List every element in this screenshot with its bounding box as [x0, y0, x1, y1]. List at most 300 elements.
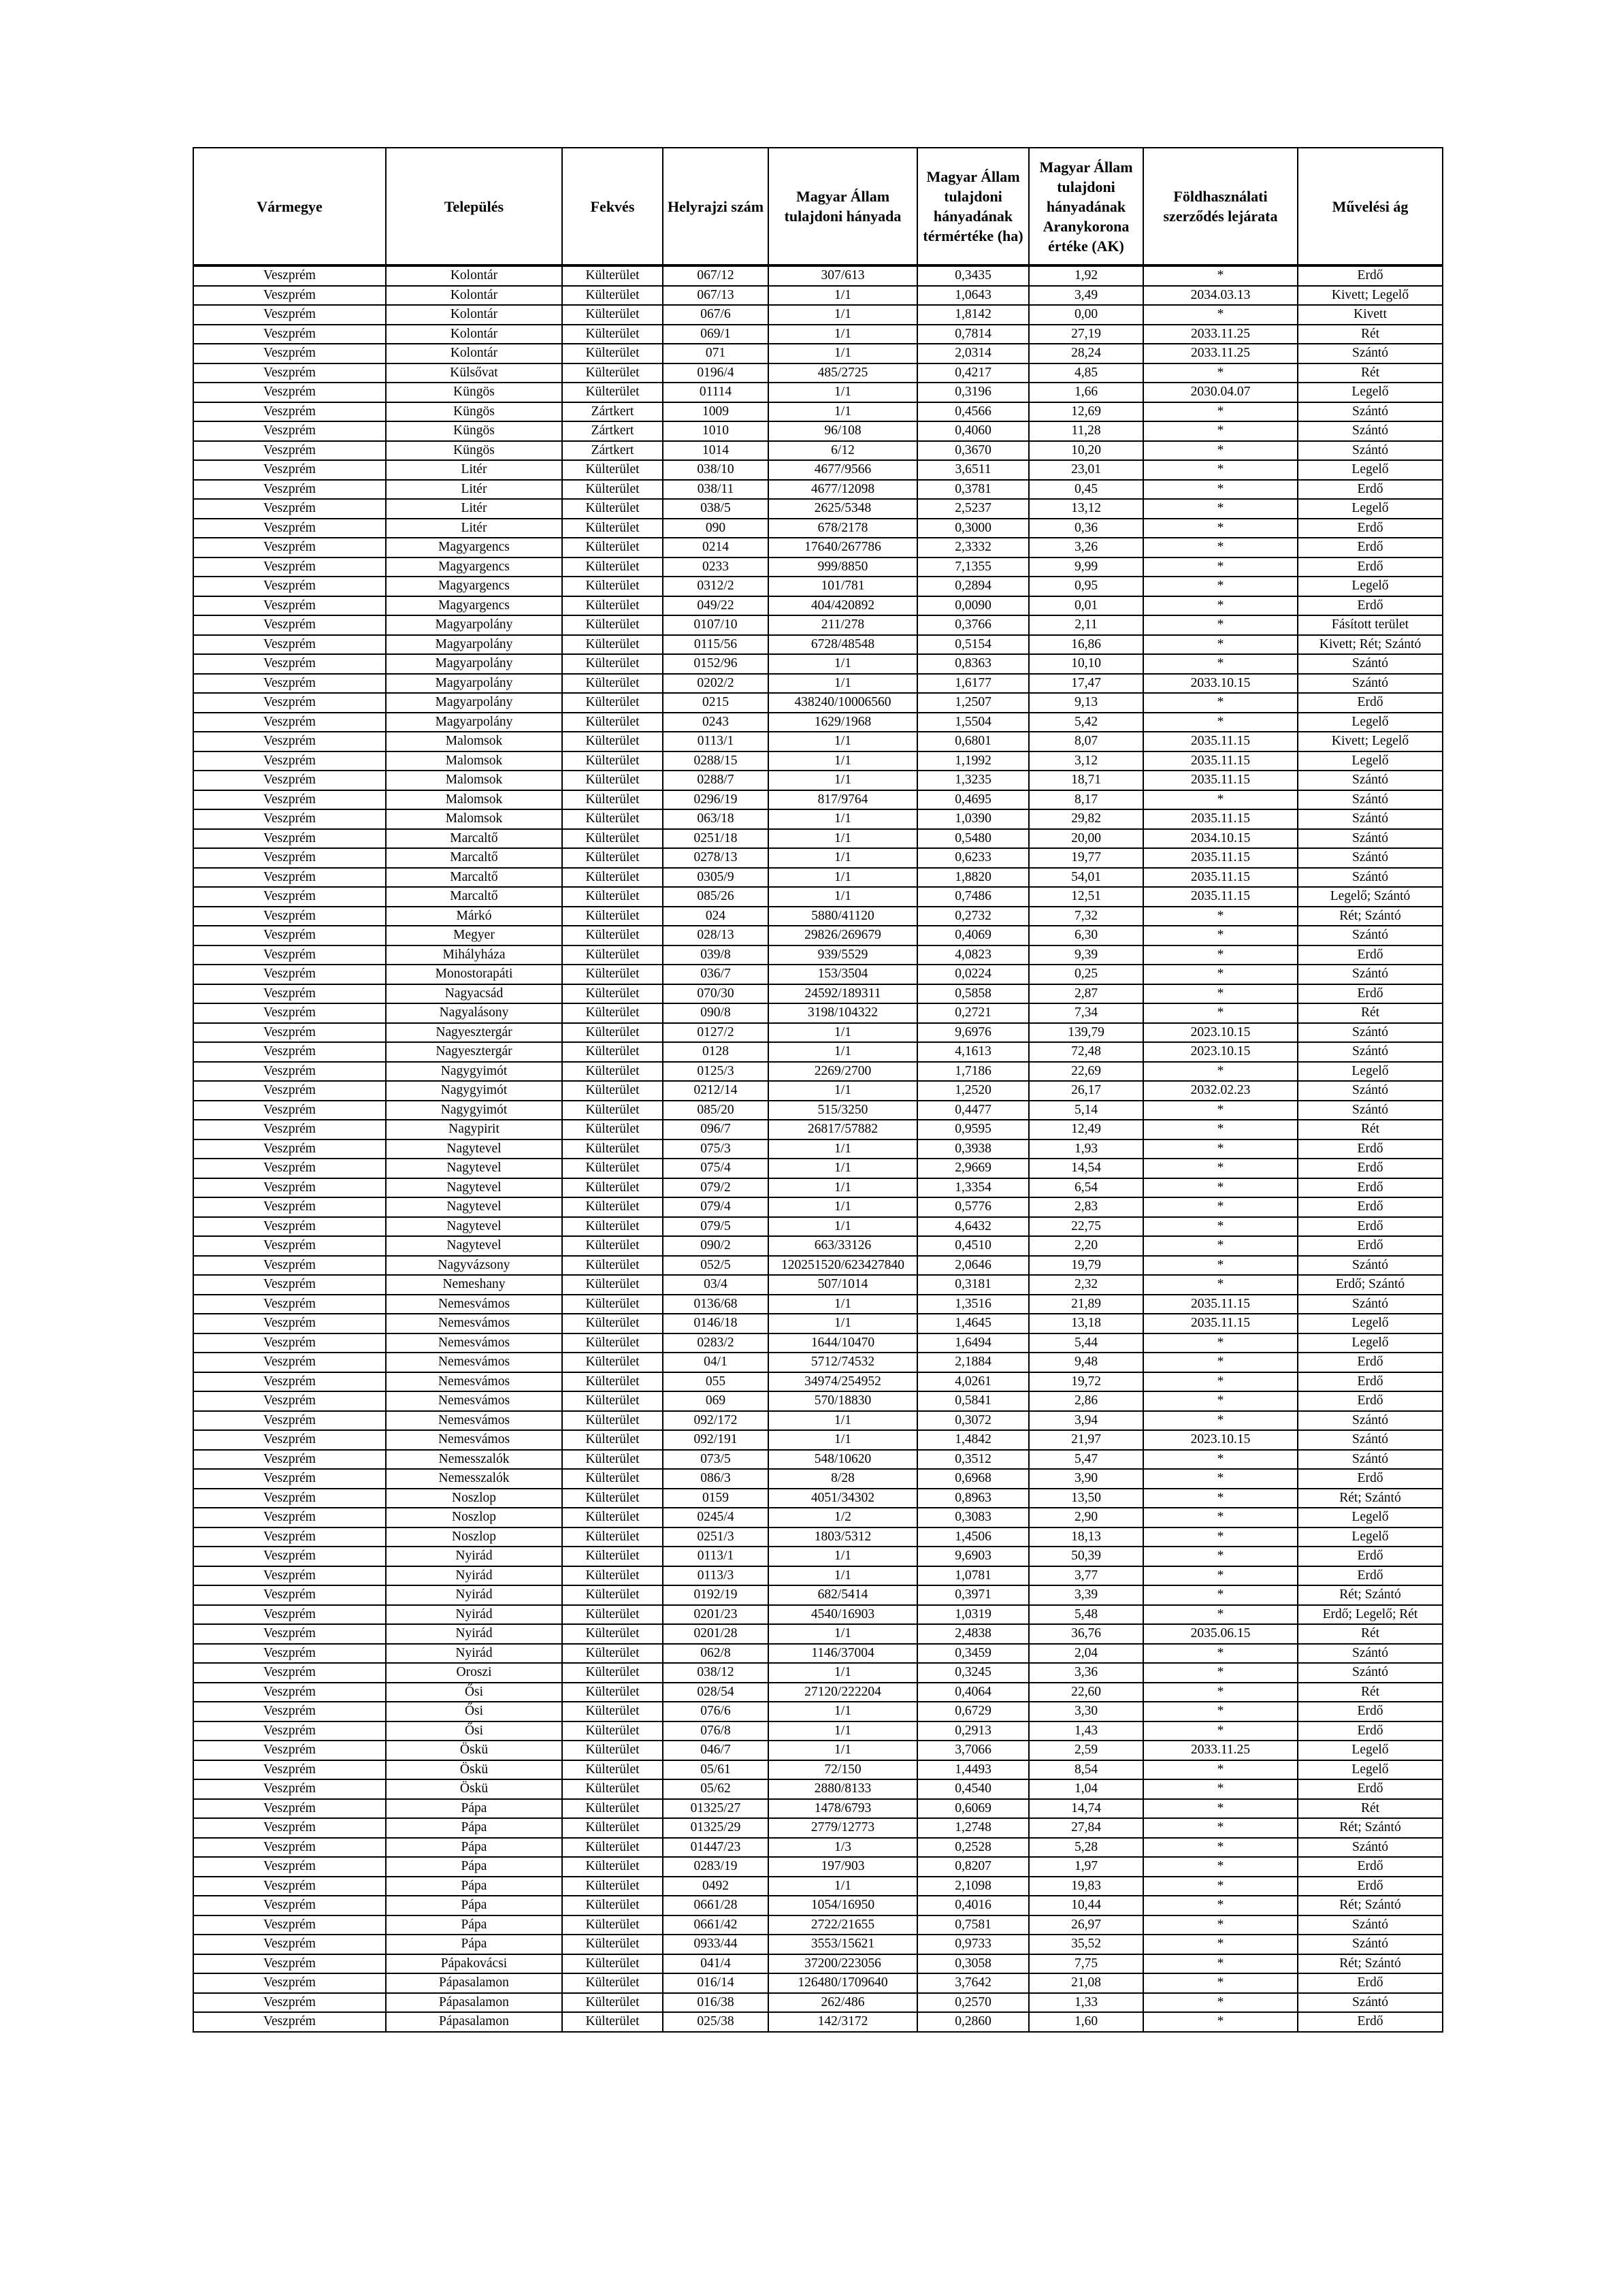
- cell-area-ha: 1,7186: [917, 1062, 1029, 1082]
- cell-location: Külterület: [562, 1760, 663, 1780]
- cell-cultivation-branch: Fásított terület: [1298, 615, 1443, 635]
- cell-settlement: Pápa: [386, 1818, 562, 1838]
- table-row: [193, 1663, 1443, 1683]
- cell-settlement: Magyargencs: [386, 577, 562, 596]
- cell-gold-crown-value: 29,82: [1029, 809, 1143, 829]
- cell-settlement: Malomsok: [386, 732, 562, 751]
- cell-gold-crown-value: 9,48: [1029, 1353, 1143, 1372]
- cell-county: Veszprém: [193, 732, 386, 751]
- table-row: [193, 945, 1443, 965]
- cell-county: Veszprém: [193, 1566, 386, 1586]
- cell-county: Veszprém: [193, 1139, 386, 1159]
- cell-area-ha: 0,5858: [917, 984, 1029, 1004]
- cell-cultivation-branch: Erdő: [1298, 1217, 1443, 1237]
- cell-county: Veszprém: [193, 790, 386, 810]
- table-row: [193, 1935, 1443, 1954]
- cell-location: Külterület: [562, 1741, 663, 1760]
- cell-lease-expiry: *: [1143, 1702, 1298, 1721]
- cell-parcel-number: 0125/3: [663, 1062, 768, 1082]
- cell-county: Veszprém: [193, 1547, 386, 1566]
- table-row: [193, 1275, 1443, 1295]
- cell-lease-expiry: *: [1143, 1217, 1298, 1237]
- cell-gold-crown-value: 4,85: [1029, 363, 1143, 383]
- cell-settlement: Litér: [386, 519, 562, 538]
- cell-cultivation-branch: Erdő; Szántó: [1298, 1275, 1443, 1295]
- cell-settlement: Mihályháza: [386, 945, 562, 965]
- cell-state-share: 1644/10470: [768, 1333, 917, 1353]
- cell-cultivation-branch: Legelő; Szántó: [1298, 887, 1443, 907]
- cell-parcel-number: 071: [663, 344, 768, 363]
- cell-state-share: 1/1: [768, 1411, 917, 1431]
- cell-cultivation-branch: Erdő: [1298, 2012, 1443, 2032]
- cell-settlement: Pápasalamon: [386, 1993, 562, 2013]
- cell-area-ha: 0,3766: [917, 615, 1029, 635]
- cell-parcel-number: 079/5: [663, 1217, 768, 1237]
- cell-gold-crown-value: 3,94: [1029, 1411, 1143, 1431]
- cell-lease-expiry: 2035.11.15: [1143, 771, 1298, 790]
- cell-area-ha: 1,8820: [917, 868, 1029, 888]
- cell-area-ha: 3,7642: [917, 1973, 1029, 1993]
- cell-lease-expiry: *: [1143, 480, 1298, 500]
- cell-county: Veszprém: [193, 305, 386, 325]
- cell-lease-expiry: *: [1143, 265, 1298, 286]
- cell-area-ha: 0,3670: [917, 441, 1029, 461]
- cell-settlement: Nagyalásony: [386, 1003, 562, 1023]
- cell-state-share: 1/1: [768, 1624, 917, 1644]
- cell-cultivation-branch: Legelő: [1298, 1760, 1443, 1780]
- cell-state-share: 4051/34302: [768, 1489, 917, 1508]
- cell-state-share: 307/613: [768, 265, 917, 286]
- cell-settlement: Kolontár: [386, 305, 562, 325]
- cell-location: Külterület: [562, 1973, 663, 1993]
- cell-parcel-number: 01114: [663, 383, 768, 402]
- cell-settlement: Nemesvámos: [386, 1391, 562, 1411]
- cell-cultivation-branch: Erdő: [1298, 519, 1443, 538]
- cell-location: Külterület: [562, 1217, 663, 1237]
- cell-area-ha: 0,4060: [917, 421, 1029, 441]
- table-row: [193, 1450, 1443, 1470]
- cell-location: Külterület: [562, 965, 663, 984]
- cell-state-share: 663/33126: [768, 1236, 917, 1256]
- cell-county: Veszprém: [193, 325, 386, 344]
- cell-gold-crown-value: 18,13: [1029, 1527, 1143, 1547]
- table-row: [193, 1295, 1443, 1314]
- cell-cultivation-branch: Legelő: [1298, 1333, 1443, 1353]
- cell-settlement: Pápasalamon: [386, 2012, 562, 2032]
- cell-lease-expiry: *: [1143, 1760, 1298, 1780]
- cell-settlement: Öskü: [386, 1779, 562, 1799]
- cell-area-ha: 1,6494: [917, 1333, 1029, 1353]
- cell-gold-crown-value: 5,48: [1029, 1605, 1143, 1625]
- cell-cultivation-branch: Rét; Szántó: [1298, 1489, 1443, 1508]
- cell-gold-crown-value: 19,77: [1029, 848, 1143, 868]
- cell-gold-crown-value: 1,92: [1029, 265, 1143, 286]
- cell-gold-crown-value: 12,69: [1029, 402, 1143, 422]
- cell-location: Zártkert: [562, 402, 663, 422]
- cell-settlement: Litér: [386, 480, 562, 500]
- cell-state-share: 3198/104322: [768, 1003, 917, 1023]
- cell-gold-crown-value: 9,13: [1029, 693, 1143, 713]
- cell-state-share: 2269/2700: [768, 1062, 917, 1082]
- cell-state-share: 1/1: [768, 654, 917, 674]
- cell-parcel-number: 036/7: [663, 965, 768, 984]
- cell-lease-expiry: 2034.03.13: [1143, 286, 1298, 306]
- cell-county: Veszprém: [193, 480, 386, 500]
- cell-area-ha: 0,3435: [917, 265, 1029, 286]
- cell-lease-expiry: *: [1143, 1003, 1298, 1023]
- cell-cultivation-branch: Legelő: [1298, 499, 1443, 519]
- cell-county: Veszprém: [193, 1062, 386, 1082]
- cell-county: Veszprém: [193, 538, 386, 557]
- cell-area-ha: 0,3058: [917, 1954, 1029, 1974]
- table-row: [193, 887, 1443, 907]
- cell-area-ha: 0,2721: [917, 1003, 1029, 1023]
- cell-location: Külterület: [562, 383, 663, 402]
- cell-parcel-number: 069: [663, 1391, 768, 1411]
- cell-state-share: 1/1: [768, 674, 917, 694]
- cell-area-ha: 4,1613: [917, 1042, 1029, 1062]
- cell-cultivation-branch: Rét: [1298, 1120, 1443, 1139]
- cell-parcel-number: 0492: [663, 1877, 768, 1896]
- cell-county: Veszprém: [193, 383, 386, 402]
- cell-cultivation-branch: Legelő: [1298, 751, 1443, 771]
- cell-gold-crown-value: 1,93: [1029, 1139, 1143, 1159]
- cell-area-ha: 1,0319: [917, 1605, 1029, 1625]
- cell-lease-expiry: *: [1143, 1566, 1298, 1586]
- cell-settlement: Nyirád: [386, 1605, 562, 1625]
- cell-settlement: Nagygyimót: [386, 1081, 562, 1101]
- cell-settlement: Nagygyimót: [386, 1101, 562, 1120]
- cell-county: Veszprém: [193, 1178, 386, 1198]
- cell-location: Külterület: [562, 1023, 663, 1043]
- cell-state-share: 404/420892: [768, 596, 917, 616]
- cell-gold-crown-value: 26,97: [1029, 1915, 1143, 1935]
- cell-state-share: 1/1: [768, 402, 917, 422]
- cell-gold-crown-value: 2,83: [1029, 1197, 1143, 1217]
- cell-lease-expiry: *: [1143, 1489, 1298, 1508]
- cell-cultivation-branch: Erdő: [1298, 1391, 1443, 1411]
- table-row: [193, 1741, 1443, 1760]
- cell-state-share: 1/1: [768, 887, 917, 907]
- cell-lease-expiry: 2035.11.15: [1143, 1314, 1298, 1333]
- cell-gold-crown-value: 1,66: [1029, 383, 1143, 402]
- cell-cultivation-branch: Szántó: [1298, 829, 1443, 849]
- cell-lease-expiry: 2023.10.15: [1143, 1023, 1298, 1043]
- table-row: [193, 499, 1443, 519]
- table-row: [193, 926, 1443, 945]
- cell-county: Veszprém: [193, 771, 386, 790]
- cell-gold-crown-value: 35,52: [1029, 1935, 1143, 1954]
- cell-cultivation-branch: Szántó: [1298, 674, 1443, 694]
- cell-state-share: 34974/254952: [768, 1372, 917, 1392]
- cell-county: Veszprém: [193, 1295, 386, 1314]
- table-row: [193, 615, 1443, 635]
- cell-state-share: 8/28: [768, 1469, 917, 1489]
- cell-lease-expiry: *: [1143, 1411, 1298, 1431]
- cell-state-share: 4677/12098: [768, 480, 917, 500]
- cell-cultivation-branch: Legelő: [1298, 1062, 1443, 1082]
- table-row: [193, 2012, 1443, 2032]
- cell-settlement: Pápakovácsi: [386, 1954, 562, 1974]
- table-row: [193, 1683, 1443, 1702]
- cell-area-ha: 2,9669: [917, 1159, 1029, 1178]
- cell-location: Külterület: [562, 325, 663, 344]
- cell-county: Veszprém: [193, 635, 386, 655]
- cell-parcel-number: 016/14: [663, 1973, 768, 1993]
- table-row: [193, 441, 1443, 461]
- cell-gold-crown-value: 7,34: [1029, 1003, 1143, 1023]
- cell-settlement: Nemesvámos: [386, 1295, 562, 1314]
- cell-cultivation-branch: Szántó: [1298, 926, 1443, 945]
- cell-gold-crown-value: 3,77: [1029, 1566, 1143, 1586]
- cell-gold-crown-value: 7,75: [1029, 1954, 1143, 1974]
- cell-parcel-number: 073/5: [663, 1450, 768, 1470]
- cell-settlement: Pápa: [386, 1915, 562, 1935]
- cell-cultivation-branch: Legelő: [1298, 1527, 1443, 1547]
- cell-area-ha: 0,3196: [917, 383, 1029, 402]
- cell-state-share: 2880/8133: [768, 1779, 917, 1799]
- cell-cultivation-branch: Erdő: [1298, 1178, 1443, 1198]
- cell-gold-crown-value: 21,89: [1029, 1295, 1143, 1314]
- cell-settlement: Ősi: [386, 1721, 562, 1741]
- cell-lease-expiry: *: [1143, 1993, 1298, 2013]
- table-row: [193, 771, 1443, 790]
- cell-lease-expiry: *: [1143, 1353, 1298, 1372]
- cell-gold-crown-value: 16,86: [1029, 635, 1143, 655]
- cell-county: Veszprém: [193, 1314, 386, 1333]
- table-row: [193, 344, 1443, 363]
- cell-cultivation-branch: Szántó: [1298, 868, 1443, 888]
- cell-gold-crown-value: 28,24: [1029, 344, 1143, 363]
- table-row: [193, 1915, 1443, 1935]
- cell-county: Veszprém: [193, 577, 386, 596]
- cell-settlement: Magyarpolány: [386, 654, 562, 674]
- cell-gold-crown-value: 3,90: [1029, 1469, 1143, 1489]
- cell-settlement: Kolontár: [386, 265, 562, 286]
- cell-county: Veszprém: [193, 519, 386, 538]
- cell-area-ha: 3,7066: [917, 1741, 1029, 1760]
- cell-settlement: Magyarpolány: [386, 674, 562, 694]
- cell-cultivation-branch: Kivett; Legelő: [1298, 286, 1443, 306]
- cell-cultivation-branch: Kivett; Legelő: [1298, 732, 1443, 751]
- cell-parcel-number: 055: [663, 1372, 768, 1392]
- cell-state-share: 2625/5348: [768, 499, 917, 519]
- cell-area-ha: 0,2913: [917, 1721, 1029, 1741]
- cell-settlement: Marcaltő: [386, 887, 562, 907]
- cell-gold-crown-value: 0,45: [1029, 480, 1143, 500]
- cell-county: Veszprém: [193, 1993, 386, 2013]
- cell-state-share: 1629/1968: [768, 713, 917, 732]
- cell-location: Külterület: [562, 1333, 663, 1353]
- cell-area-ha: 0,8207: [917, 1857, 1029, 1877]
- cell-parcel-number: 0305/9: [663, 868, 768, 888]
- cell-location: Külterület: [562, 1935, 663, 1954]
- cell-cultivation-branch: Szántó: [1298, 654, 1443, 674]
- cell-cultivation-branch: Rét: [1298, 1624, 1443, 1644]
- table-row: [193, 1256, 1443, 1276]
- cell-county: Veszprém: [193, 1275, 386, 1295]
- cell-location: Külterület: [562, 1547, 663, 1566]
- header-gold-crown-value: Magyar Állam tulajdoni hányadának Aranykorona értéke (AK): [1029, 148, 1143, 265]
- cell-gold-crown-value: 10,44: [1029, 1896, 1143, 1915]
- cell-state-share: 24592/189311: [768, 984, 917, 1004]
- cell-state-share: 1/1: [768, 1023, 917, 1043]
- table-row: [193, 1062, 1443, 1082]
- cell-location: Külterület: [562, 1430, 663, 1450]
- cell-parcel-number: 090: [663, 519, 768, 538]
- cell-gold-crown-value: 54,01: [1029, 868, 1143, 888]
- cell-state-share: 1/1: [768, 751, 917, 771]
- cell-gold-crown-value: 6,54: [1029, 1178, 1143, 1198]
- cell-state-share: 1/1: [768, 1081, 917, 1101]
- cell-settlement: Magyargencs: [386, 596, 562, 616]
- cell-lease-expiry: 2023.10.15: [1143, 1042, 1298, 1062]
- cell-state-share: 1/1: [768, 1139, 917, 1159]
- cell-parcel-number: 0201/28: [663, 1624, 768, 1644]
- cell-state-share: 1/1: [768, 286, 917, 306]
- cell-parcel-number: 1010: [663, 421, 768, 441]
- cell-gold-crown-value: 3,30: [1029, 1702, 1143, 1721]
- cell-location: Külterület: [562, 1295, 663, 1314]
- cell-settlement: Öskü: [386, 1760, 562, 1780]
- cell-settlement: Nagypirit: [386, 1120, 562, 1139]
- cell-county: Veszprém: [193, 1857, 386, 1877]
- cell-parcel-number: 090/8: [663, 1003, 768, 1023]
- cell-county: Veszprém: [193, 1644, 386, 1664]
- cell-settlement: Pápa: [386, 1799, 562, 1819]
- cell-cultivation-branch: Erdő; Legelő; Rét: [1298, 1605, 1443, 1625]
- cell-parcel-number: 0661/42: [663, 1915, 768, 1935]
- table-row: [193, 1605, 1443, 1625]
- cell-lease-expiry: *: [1143, 926, 1298, 945]
- cell-area-ha: 0,9733: [917, 1935, 1029, 1954]
- cell-area-ha: 1,2507: [917, 693, 1029, 713]
- cell-area-ha: 1,5504: [917, 713, 1029, 732]
- cell-gold-crown-value: 13,50: [1029, 1489, 1143, 1508]
- table-row: [193, 1799, 1443, 1819]
- cell-lease-expiry: *: [1143, 907, 1298, 926]
- header-parcel-number: Helyrajzi szám: [663, 148, 768, 265]
- cell-settlement: Ősi: [386, 1683, 562, 1702]
- table-row: [193, 1644, 1443, 1664]
- cell-parcel-number: 076/8: [663, 1721, 768, 1741]
- table-row: [193, 1489, 1443, 1508]
- cell-county: Veszprém: [193, 1430, 386, 1450]
- cell-county: Veszprém: [193, 674, 386, 694]
- cell-parcel-number: 049/22: [663, 596, 768, 616]
- cell-area-ha: 0,7814: [917, 325, 1029, 344]
- cell-parcel-number: 05/61: [663, 1760, 768, 1780]
- cell-state-share: 1/1: [768, 1159, 917, 1178]
- cell-county: Veszprém: [193, 965, 386, 984]
- cell-settlement: Magyargencs: [386, 557, 562, 577]
- cell-settlement: Nemesszalók: [386, 1450, 562, 1470]
- header-row: [193, 148, 1443, 265]
- table-row: [193, 965, 1443, 984]
- cell-area-ha: 9,6976: [917, 1023, 1029, 1043]
- cell-cultivation-branch: Szántó: [1298, 402, 1443, 422]
- cell-settlement: Magyarpolány: [386, 615, 562, 635]
- cell-lease-expiry: 2035.11.15: [1143, 732, 1298, 751]
- cell-lease-expiry: *: [1143, 1159, 1298, 1178]
- table-header: [193, 148, 1443, 265]
- cell-cultivation-branch: Erdő: [1298, 984, 1443, 1004]
- cell-parcel-number: 0214: [663, 538, 768, 557]
- cell-county: Veszprém: [193, 1663, 386, 1683]
- cell-parcel-number: 028/13: [663, 926, 768, 945]
- table-row: [193, 265, 1443, 286]
- cell-settlement: Magyarpolány: [386, 693, 562, 713]
- table-row: [193, 829, 1443, 849]
- cell-state-share: 262/486: [768, 1993, 917, 2013]
- cell-settlement: Malomsok: [386, 751, 562, 771]
- cell-settlement: Márkó: [386, 907, 562, 926]
- cell-lease-expiry: *: [1143, 305, 1298, 325]
- cell-location: Külterület: [562, 1877, 663, 1896]
- cell-county: Veszprém: [193, 1838, 386, 1858]
- cell-gold-crown-value: 5,28: [1029, 1838, 1143, 1858]
- cell-county: Veszprém: [193, 1450, 386, 1470]
- cell-state-share: 1/3: [768, 1838, 917, 1858]
- cell-settlement: Kolontár: [386, 344, 562, 363]
- table-row: [193, 1585, 1443, 1605]
- cell-county: Veszprém: [193, 1508, 386, 1527]
- cell-parcel-number: 090/2: [663, 1236, 768, 1256]
- cell-location: Külterület: [562, 577, 663, 596]
- cell-gold-crown-value: 6,30: [1029, 926, 1143, 945]
- cell-settlement: Marcaltő: [386, 868, 562, 888]
- cell-state-share: 1/1: [768, 1314, 917, 1333]
- cell-lease-expiry: *: [1143, 1915, 1298, 1935]
- cell-area-ha: 1,3235: [917, 771, 1029, 790]
- cell-county: Veszprém: [193, 1101, 386, 1120]
- table-row: [193, 1527, 1443, 1547]
- cell-area-ha: 0,8363: [917, 654, 1029, 674]
- cell-settlement: Monostorapáti: [386, 965, 562, 984]
- cell-area-ha: 0,2570: [917, 1993, 1029, 2013]
- cell-state-share: 1/1: [768, 1702, 917, 1721]
- cell-county: Veszprém: [193, 265, 386, 286]
- cell-county: Veszprém: [193, 1042, 386, 1062]
- cell-lease-expiry: *: [1143, 1935, 1298, 1954]
- table-row: [193, 751, 1443, 771]
- cell-parcel-number: 0212/14: [663, 1081, 768, 1101]
- cell-parcel-number: 038/11: [663, 480, 768, 500]
- cell-settlement: Nagytevel: [386, 1197, 562, 1217]
- cell-state-share: 678/2178: [768, 519, 917, 538]
- cell-settlement: Magyarpolány: [386, 635, 562, 655]
- cell-area-ha: 0,3181: [917, 1275, 1029, 1295]
- cell-area-ha: 1,6177: [917, 674, 1029, 694]
- cell-settlement: Nyirád: [386, 1644, 562, 1664]
- table-row: [193, 732, 1443, 751]
- cell-parcel-number: 041/4: [663, 1954, 768, 1974]
- cell-area-ha: 0,5154: [917, 635, 1029, 655]
- cell-cultivation-branch: Legelő: [1298, 460, 1443, 480]
- cell-area-ha: 0,8963: [917, 1489, 1029, 1508]
- cell-cultivation-branch: Erdő: [1298, 1372, 1443, 1392]
- cell-location: Külterület: [562, 1993, 663, 2013]
- cell-gold-crown-value: 2,87: [1029, 984, 1143, 1004]
- cell-cultivation-branch: Erdő: [1298, 1857, 1443, 1877]
- cell-parcel-number: 0196/4: [663, 363, 768, 383]
- cell-gold-crown-value: 8,54: [1029, 1760, 1143, 1780]
- table-row: [193, 1391, 1443, 1411]
- cell-gold-crown-value: 2,11: [1029, 615, 1143, 635]
- table-row: [193, 1430, 1443, 1450]
- cell-area-ha: 4,0261: [917, 1372, 1029, 1392]
- cell-location: Külterület: [562, 344, 663, 363]
